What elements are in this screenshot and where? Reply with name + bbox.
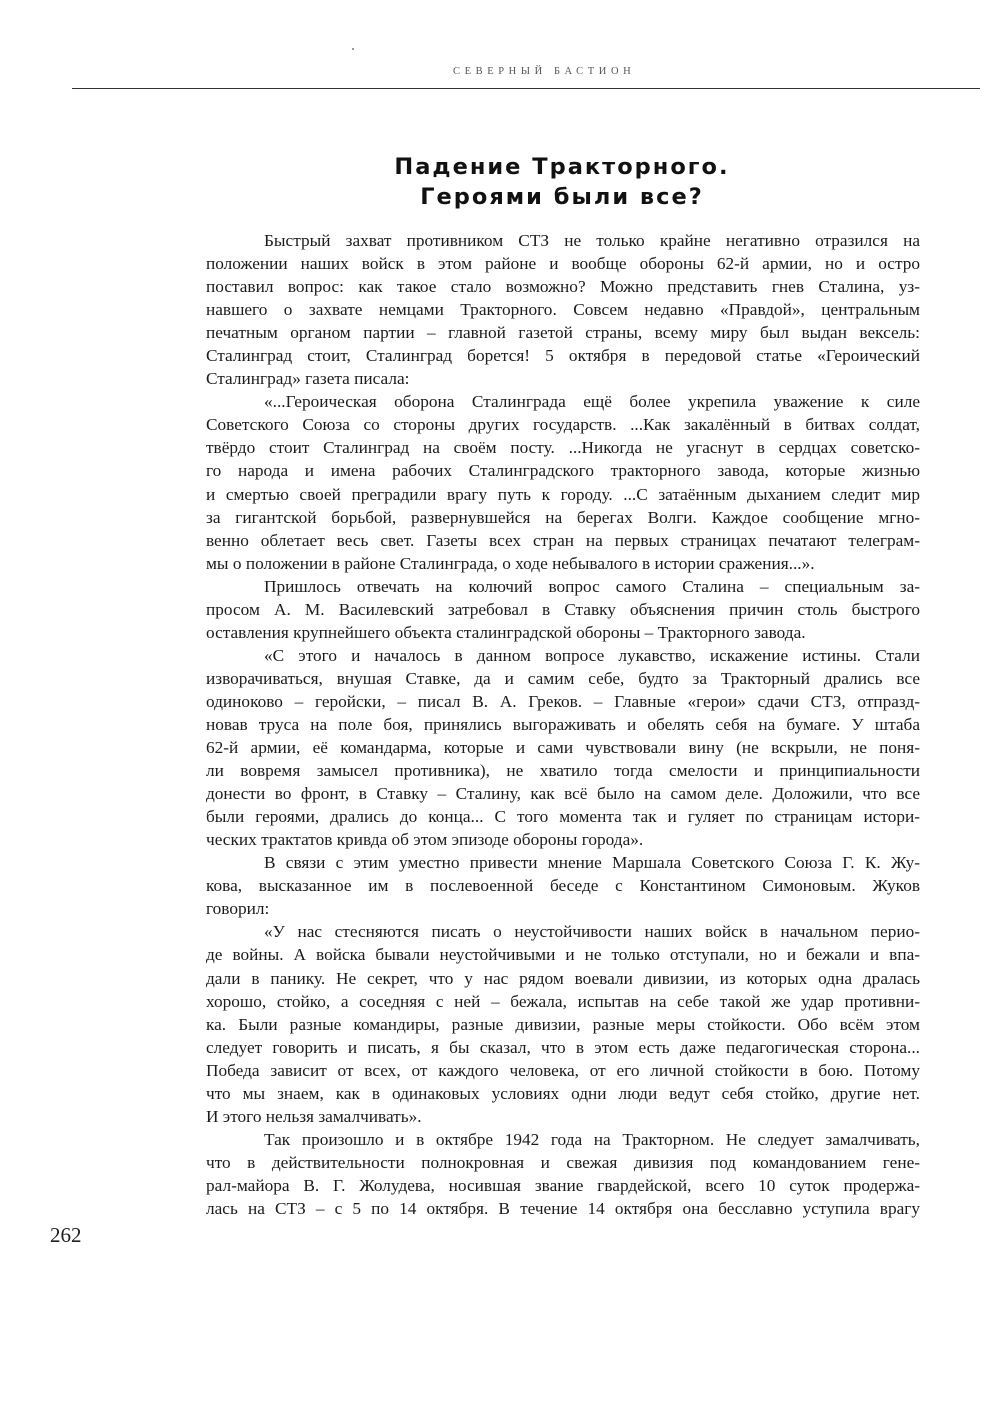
text-line: ка. Были разные командиры, разные дивизии, разные меры стойкости. Обо всём этом <box>206 1014 920 1034</box>
text-line: изворачиваться, внушая Ставке, да и самим себе, будто за Тракторный дрались все <box>206 668 920 688</box>
body-text <box>206 229 920 1220</box>
scan-speck <box>352 48 354 50</box>
text-line: Советского Союза со стороны других государств. ...Как закалённый в битвах солдат, <box>206 415 920 435</box>
text-line: и смертью своей преградили врагу путь к городу. ...С затаённым дыханием следит мир <box>206 484 920 504</box>
text-line: за гигантской борьбой, развернувшейся на берегах Волги. Каждое сообщение мгно- <box>206 507 920 527</box>
header-rule <box>72 88 980 89</box>
text-line: дали в панику. Не секрет, что у нас рядом воевали дивизии, из которых одна дралась <box>206 968 920 988</box>
text-line: твёрдо стоит Сталинград на своём посту. ...Никогда не угаснут в сердцах советско- <box>206 438 920 458</box>
text-line: ческих трактатов кривда об этом эпизоде обороны города». <box>206 830 644 850</box>
chapter-title-line-1: Падение Тракторного. <box>394 154 730 180</box>
text-line: просом А. М. Василевский затребовал в Ставку объяснения причин столь быстрого <box>206 599 920 619</box>
text-line: «У нас стесняются писать о неустойчивости наших войск в начальном перио- <box>264 922 920 942</box>
text-line: ли вовремя замысел противника), не хватило тогда смелости и принципиальности <box>206 761 920 781</box>
text-line: де войны. А войска бывали неустойчивыми и не только отступали, но и бежали и впа- <box>206 945 920 965</box>
text-line: го народа и имена рабочих Сталинградского тракторного завода, которые жизнью <box>206 461 920 481</box>
chapter-title-line-2: Героями были все? <box>420 184 704 210</box>
text-line: Быстрый захват противником СТЗ не только крайне негативно отразился на <box>264 231 920 250</box>
text-line: были героями, дрались до конца... С того момента так и гуляет по страницам истори- <box>206 807 920 827</box>
text-line: Пришлось отвечать на колючий вопрос самого Сталина – специальным за- <box>264 576 920 596</box>
text-line: новав труса на поле боя, принялись выгораживать и обелять себя на бумаге. У штаба <box>206 714 920 734</box>
text-line: И этого нельзя замалчивать». <box>206 1106 422 1126</box>
text-line: Так произошло и в октябре 1942 года на Тракторном. Не следует замалчивать, <box>264 1129 920 1149</box>
text-line: мы о положении в районе Сталинграда, о ходе небывалого в истории сражения...». <box>206 553 815 573</box>
text-line: говорил: <box>206 899 270 919</box>
text-line: следует говорить и писать, я бы сказал, что в этом есть даже педагогическая сторона... <box>206 1037 920 1057</box>
text-line: что мы знаем, как в одинаковых условиях одни люди ведут себя стойко, другие нет. <box>206 1083 920 1103</box>
text-line: положении наших войск в этом районе и вообще обороны 62-й армии, но и остро <box>206 254 920 274</box>
text-line: одиноково – геройски, – писал В. А. Греков. – Главные «герои» сдачи СТЗ, отпразд- <box>206 691 920 711</box>
text-line: В связи с этим уместно привести мнение Маршала Советского Союза Г. К. Жу- <box>264 853 920 873</box>
chapter-title <box>206 152 918 212</box>
text-line: поставил вопрос: как такое стало возможно? Можно представить гнев Сталина, уз- <box>206 277 920 297</box>
running-header: СЕВЕРНЫЙ БАСТИОН <box>453 66 636 77</box>
text-line: навшего о захвате немцами Тракторного. Совсем недавно «Правдой», центральным <box>206 300 920 320</box>
text-line: рал-майора В. Г. Жолудева, носившая звание гвардейской, всего 10 суток продержа- <box>206 1175 920 1195</box>
text-line: печатным органом партии – главной газетой страны, всему миру был выдан вексель: <box>206 323 920 343</box>
text-line: хорошо, стойко, а соседняя с ней – бежала, испытав на себе такой же удар противни- <box>206 991 920 1011</box>
page-number: 262 <box>50 1223 82 1247</box>
text-line: лась на СТЗ – с 5 по 14 октября. В течение 14 октября она бесславно уступила врагу <box>206 1198 920 1218</box>
text-line: Победа зависит от всех, от каждого человека, от его личной стойкости в бою. Потому <box>206 1060 920 1080</box>
text-line: 62-й армии, её командарма, которые и сами чувствовали вину (не вскрыли, не поня- <box>206 738 920 758</box>
text-line: Сталинград» газета писала: <box>206 369 410 389</box>
text-line: что в действительности полнокровная и свежая дивизия под командованием гене- <box>206 1152 920 1172</box>
text-line: донести во фронт, в Ставку – Сталину, как всё было на самом деле. Доложили, что все <box>206 784 920 804</box>
text-line: Сталинград стоит, Сталинград борется! 5 октября в передовой статье «Героический <box>206 346 920 366</box>
text-line: оставления крупнейшего объекта сталинградской обороны – Тракторного завода. <box>206 622 806 642</box>
text-line: «С этого и началось в данном вопросе лукавство, искажение истины. Стали <box>264 645 920 665</box>
text-line: кова, высказанное им в послевоенной беседе с Константином Симоновым. Жуков <box>206 876 920 896</box>
text-line: «...Героическая оборона Сталинграда ещё более укрепила уважение к силе <box>264 392 920 412</box>
text-line: венно облетает весь свет. Газеты всех стран на первых страницах печатают телеграм- <box>206 530 920 550</box>
